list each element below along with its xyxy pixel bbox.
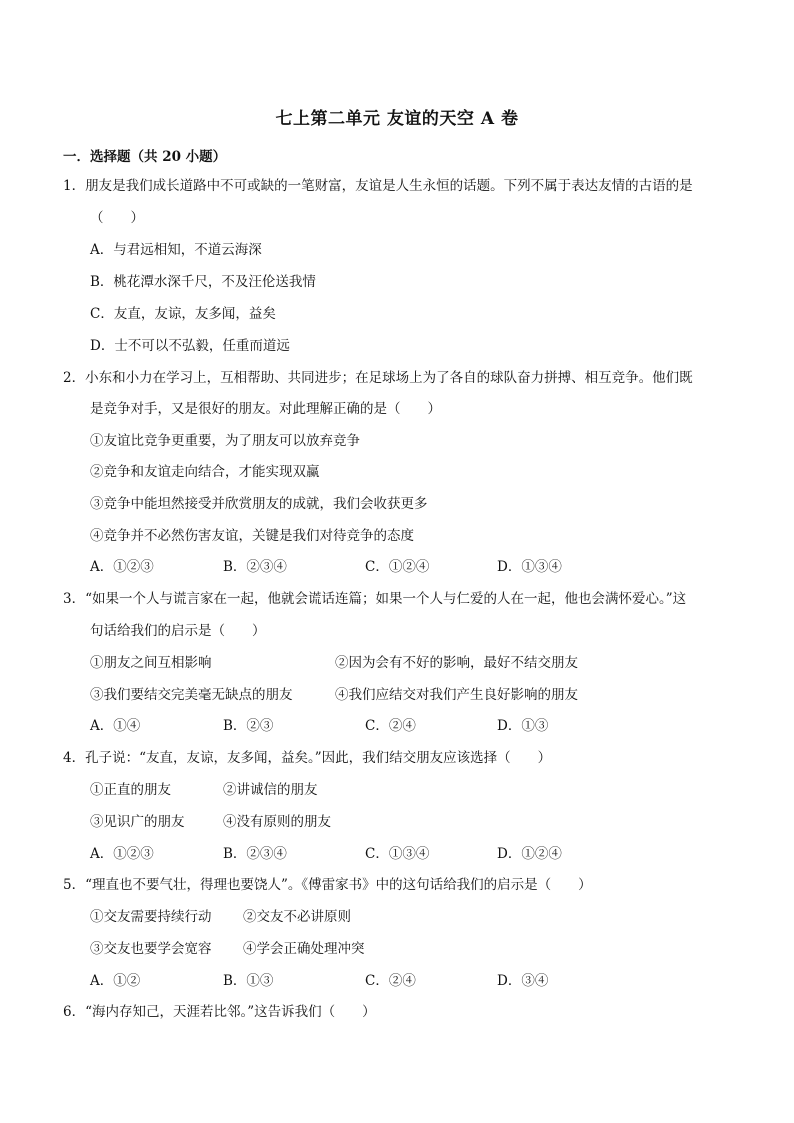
question-2-option-d: D．①③④: [497, 559, 562, 575]
question-4-statement-1: ①正直的朋友: [90, 782, 171, 798]
question-1-stem: 1．朋友是我们成长道路中不可或缺的一笔财富，友谊是人生永恒的话题。下列不属于表达友情的古语的是: [63, 178, 693, 194]
question-5-option-c: C．②④: [365, 973, 416, 989]
question-2-statement-1: ①友谊比竞争更重要，为了朋友可以放弃竞争: [90, 433, 360, 449]
question-3-stem: 3．“如果一个人与谎言家在一起，他就会谎话连篇；如果一个人与仁爱的人在一起，他也会满怀爱心。”这: [63, 591, 687, 607]
question-3-option-a: A．①④: [90, 718, 141, 734]
question-4-statement-2: ②讲诚信的朋友: [223, 782, 318, 798]
question-3-stem-cont: 句话给我们的启示是（ ）: [90, 623, 266, 639]
question-3-statement-1: ①朋友之间互相影响: [90, 655, 212, 671]
question-1-stem-cont: （ ）: [90, 210, 144, 226]
question-4-option-a: A．①②③: [90, 846, 154, 862]
question-3-statement-3: ③我们要结交完美毫无缺点的朋友: [90, 687, 293, 703]
question-1-option-b: B．桃花潭水深千尺，不及汪伦送我情: [90, 274, 316, 290]
question-2-stem: 2．小东和小力在学习上，互相帮助、共同进步；在足球场上为了各自的球队奋力拼搏、相互竞争。他们既: [63, 370, 693, 386]
page-title: 七上第二单元 友谊的天空 A 卷: [275, 109, 519, 129]
question-1-option-a: A．与君远相知，不道云海深: [90, 242, 262, 258]
question-2-option-a: A．①②③: [90, 559, 154, 575]
question-2-stem-cont: 是竞争对手，又是很好的朋友。对此理解正确的是（ ）: [90, 401, 441, 417]
question-2-statement-2: ②竞争和友谊走向结合，才能实现双赢: [90, 464, 320, 480]
question-4-statement-4: ④没有原则的朋友: [223, 814, 331, 830]
question-5-statement-2: ②交友不必讲原则: [243, 909, 351, 925]
question-3-statement-2: ②因为会有不好的影响，最好不结交朋友: [335, 655, 578, 671]
question-5-option-b: B．①③: [223, 973, 274, 989]
question-1-option-d: D．士不可以不弘毅，任重而道远: [90, 338, 290, 354]
question-4-option-d: D．①②④: [497, 846, 562, 862]
question-1-option-c: C．友直，友谅，友多闻，益矣: [90, 306, 276, 322]
question-4-statement-3: ③见识广的朋友: [90, 814, 185, 830]
question-4-stem: 4．孔子说：“友直，友谅，友多闻，益矣。”因此，我们结交朋友应该选择（ ）: [63, 750, 552, 766]
question-3-option-b: B．②③: [223, 718, 274, 734]
question-6-stem: 6．“海内存知己，天涯若比邻。”这告诉我们（ ）: [63, 1004, 376, 1020]
question-3-option-c: C．②④: [365, 718, 416, 734]
question-3-option-d: D．①③: [497, 718, 549, 734]
question-3-statement-4: ④我们应结交对我们产生良好影响的朋友: [335, 687, 578, 703]
question-2-statement-4: ④竞争并不必然伤害友谊，关键是我们对待竞争的态度: [90, 528, 414, 544]
question-4-option-b: B．②③④: [223, 846, 287, 862]
question-2-option-c: C．①②④: [365, 559, 430, 575]
question-5-option-a: A．①②: [90, 973, 141, 989]
question-5-statement-1: ①交友需要持续行动: [90, 909, 212, 925]
question-5-stem: 5．“理直也不要气壮，得理也要饶人”。《傅雷家书》中的这句话给我们的启示是（ ）: [63, 877, 592, 893]
question-5-statement-3: ③交友也要学会宽容: [90, 941, 212, 957]
question-4-option-c: C．①③④: [365, 846, 430, 862]
question-2-statement-3: ③竞争中能坦然接受并欣赏朋友的成就，我们会收获更多: [90, 496, 428, 512]
question-5-statement-4: ④学会正确处理冲突: [243, 941, 365, 957]
section-heading: 一．选择题（共 20 小题）: [63, 149, 227, 165]
question-2-option-b: B．②③④: [223, 559, 287, 575]
question-5-option-d: D．③④: [497, 973, 549, 989]
